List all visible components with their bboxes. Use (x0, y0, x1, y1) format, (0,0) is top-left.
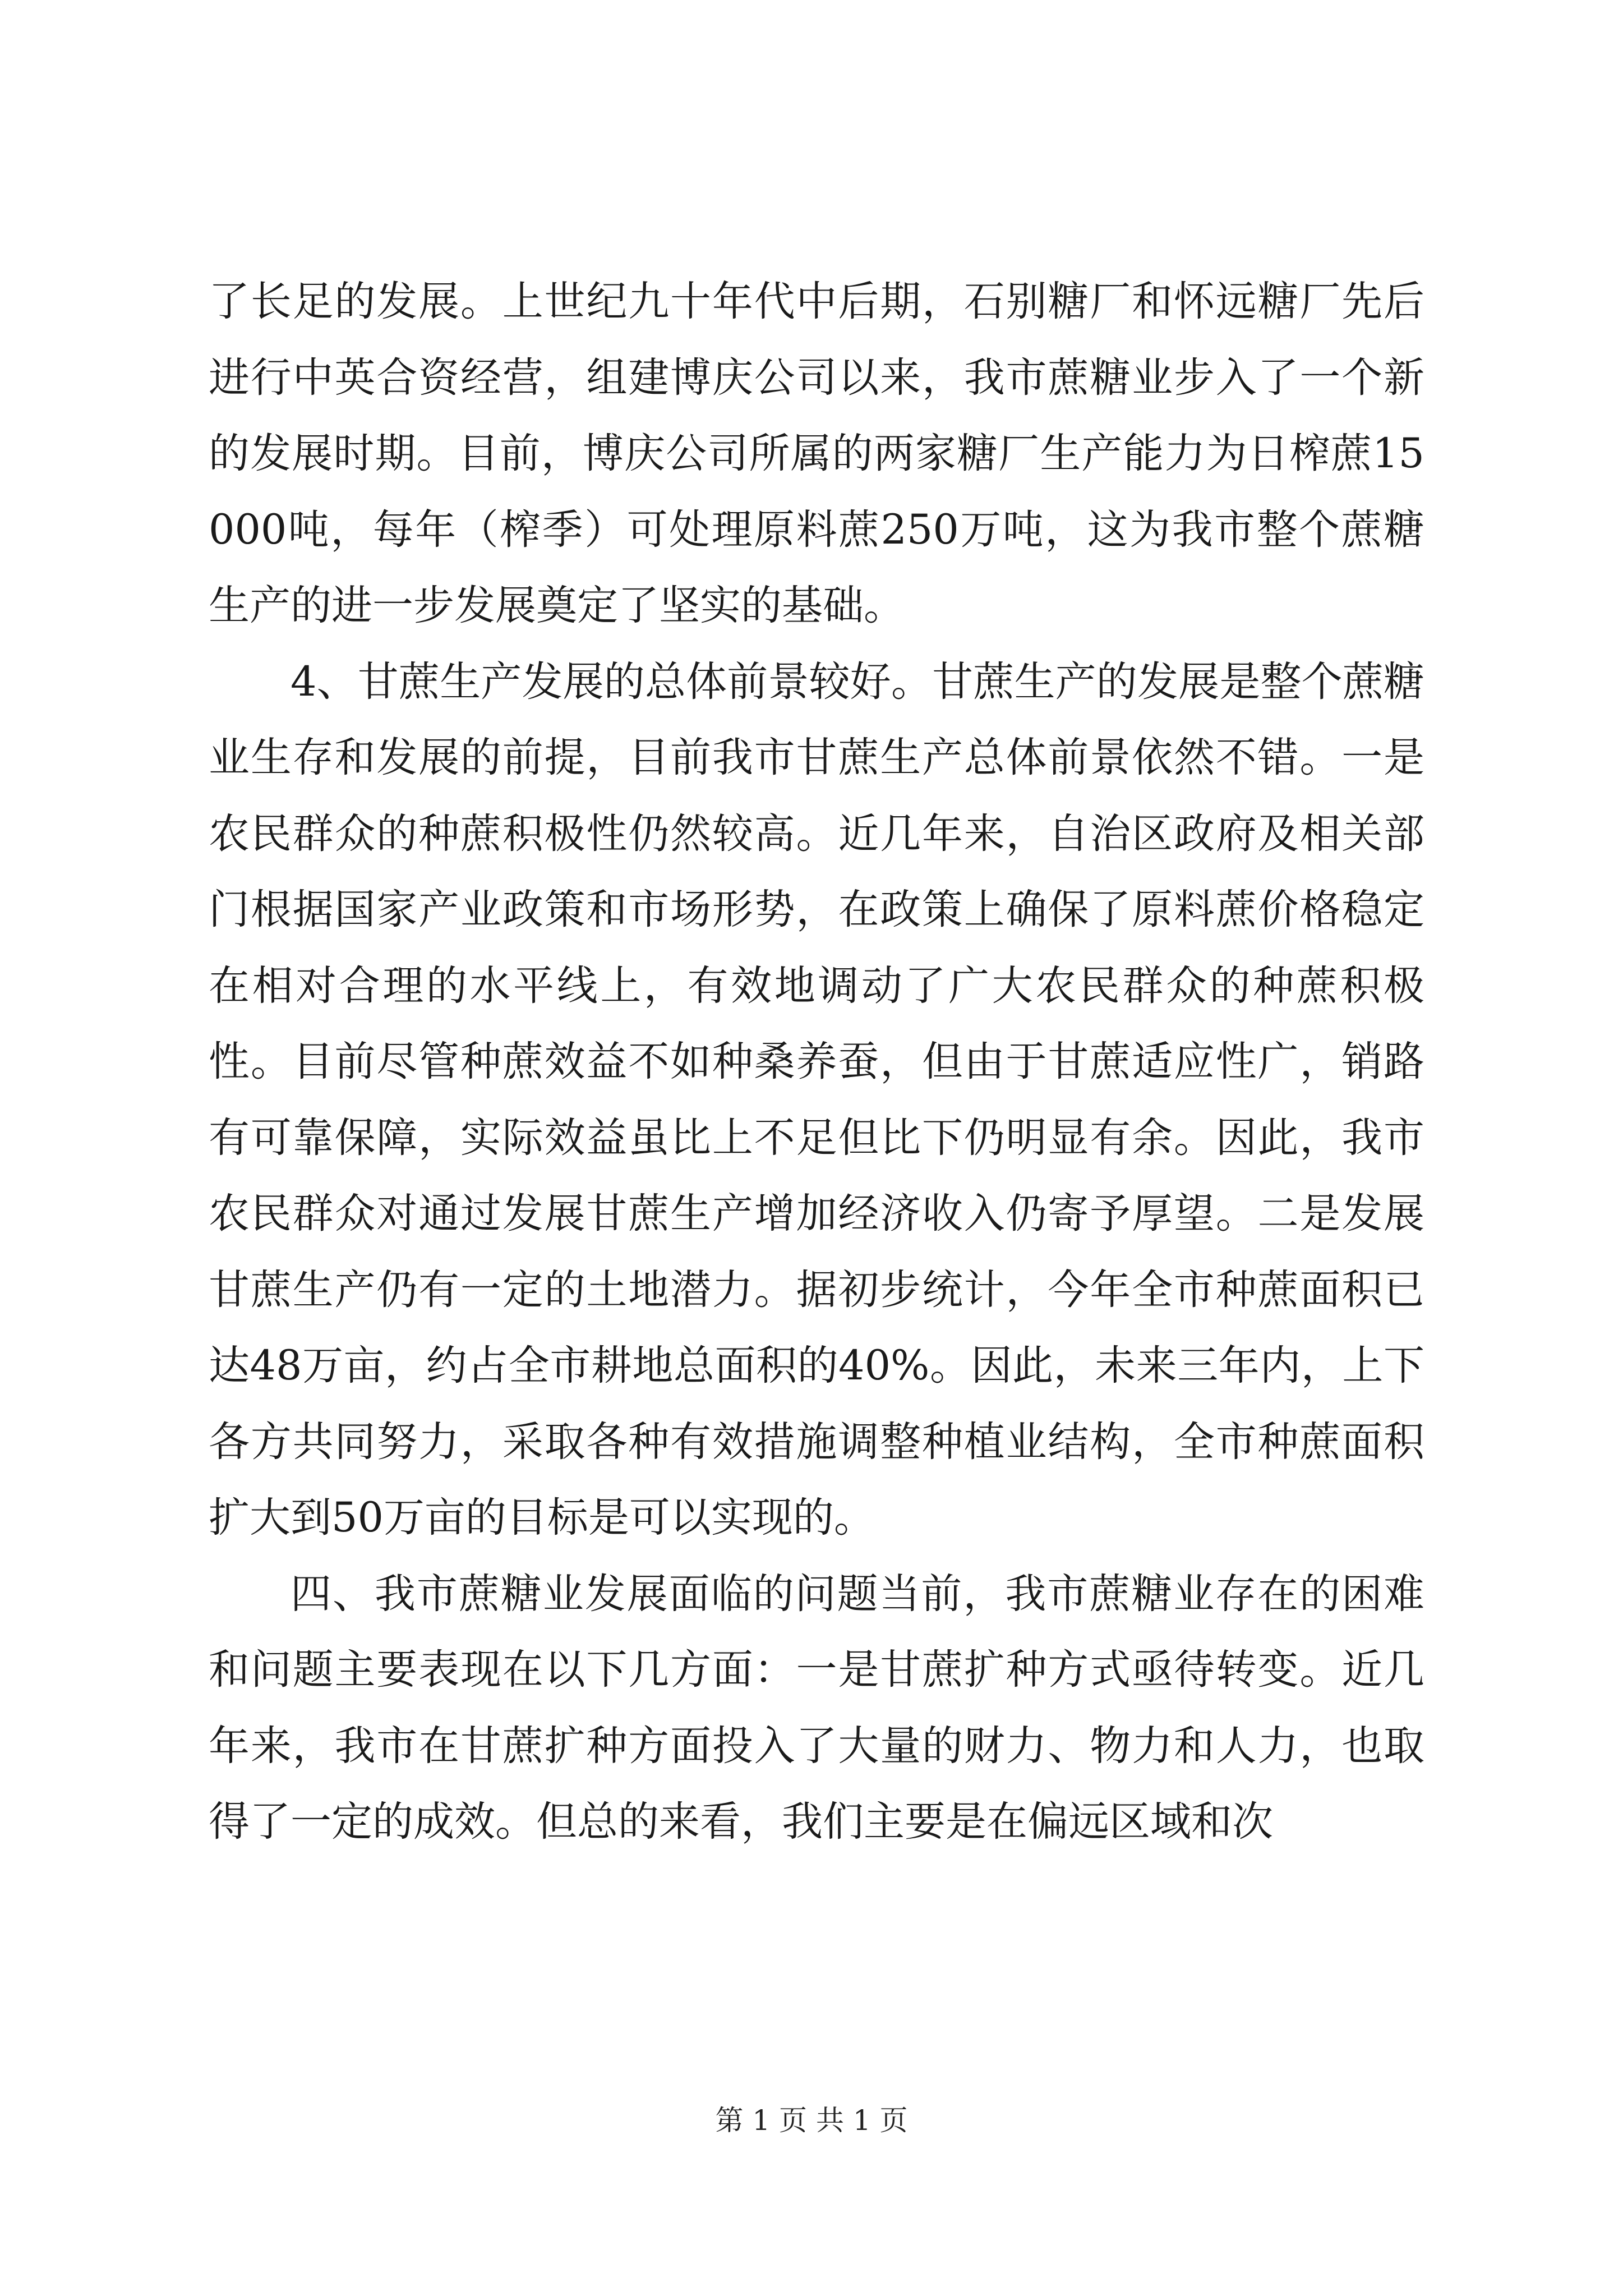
paragraph: 了长足的发展。上世纪九十年代中后期，石别糖厂和怀远糖厂先后进行中英合资经营，组建博庆公司以来，我市蔗糖业步入了一个新的发展时期。目前，博庆公司所属的两家糖厂生产能力为日榨蔗15000吨，每年（榨季）可处理原料蔗250万吨，这为我市整个蔗糖生产的进一步发展奠定了坚实的基础。 (209, 278, 1424, 629)
paragraph: 四、我市蔗糖业发展面临的问题当前，我市蔗糖业存在的困难和问题主要表现在以下几方面：一是甘蔗扩种方式亟待转变。近几年来，我市在甘蔗扩种方面投入了大量的财力、物力和人力，也取得了一定的成效。但总的来看，我们主要是在偏远区域和次 (209, 1570, 1424, 1846)
page-footer: 第 1 页 共 1 页 (715, 2104, 908, 2137)
body-text (209, 264, 1424, 1860)
paragraph: 4、甘蔗生产发展的总体前景较好。甘蔗生产的发展是整个蔗糖业生存和发展的前提，目前我市甘蔗生产总体前景依然不错。一是农民群众的种蔗积极性仍然较高。近几年来，自治区政府及相关部门根据国家产业政策和市场形势，在政策上确保了原料蔗价格稳定在相对合理的水平线上，有效地调动了广大农民群众的种蔗积极性。目前尽管种蔗效益不如种桑养蚕，但由于甘蔗适应性广，销路有可靠保障，实际效益虽比上不足但比下仍明显有余。因此，我市农民群众对通过发展甘蔗生产增加经济收入仍寄予厚望。二是发展甘蔗生产仍有一定的土地潜力。据初步统计，今年全市种蔗面积已达48万亩，约占全市耕地总面积的40%。因此，未来三年内，上下各方共同努力，采取各种有效措施调整种植业结构，全市种蔗面积扩大到50万亩的目标是可以实现的。 (209, 657, 1424, 1542)
